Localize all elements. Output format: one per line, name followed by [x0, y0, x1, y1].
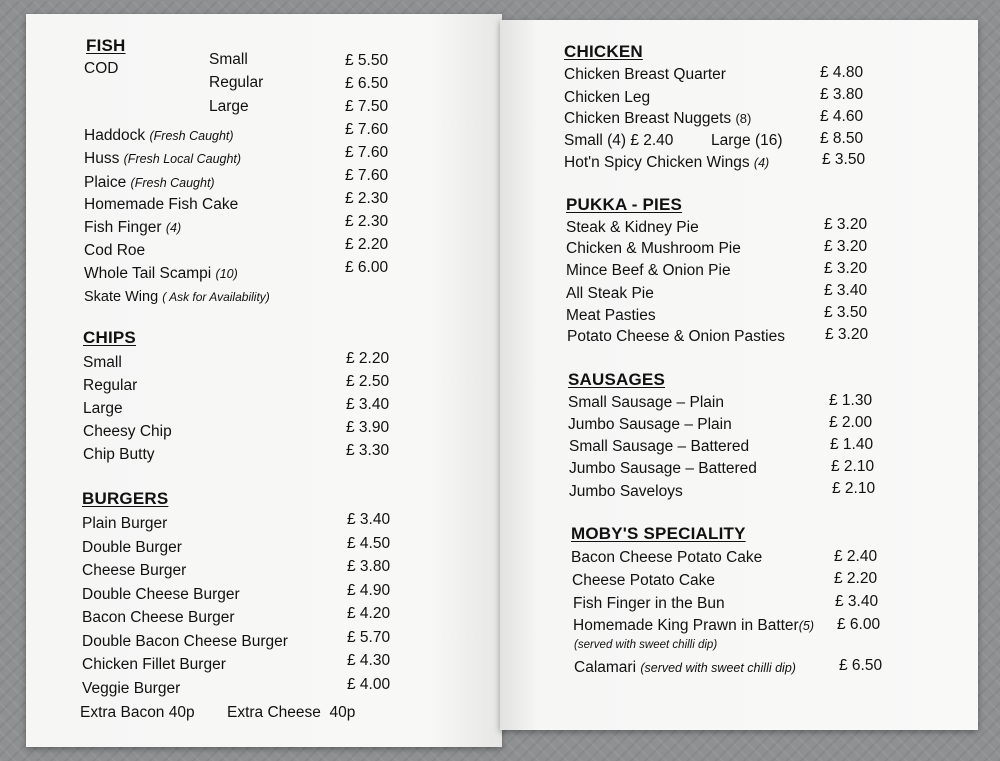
menu-item-chicken-fillet-burger: Chicken Fillet Burger — [82, 656, 226, 673]
price-mince-beef-onion-pie: £ 3.20 — [824, 260, 868, 277]
menu-item-cheese-potato-cake: Cheese Potato Cake — [572, 572, 716, 589]
cod-label: COD — [84, 60, 119, 77]
menu-item-veggie-burger: Veggie Burger — [82, 680, 181, 697]
price-bacon-cheese-potato-cake: £ 2.40 — [834, 548, 878, 565]
menu-item-jumbo-sausage-battered: Jumbo Sausage – Battered — [569, 460, 757, 477]
price-chips-regular: £ 2.50 — [346, 373, 390, 390]
price-plain-burger: £ 3.40 — [347, 511, 391, 528]
cod-size-regular: Regular — [209, 74, 264, 91]
section-heading-mobys-speciality: MOBY'S SPECIALITY — [571, 524, 746, 543]
menu-item-chicken-breast-quarter: Chicken Breast Quarter — [564, 66, 726, 83]
price-chips-small: £ 2.20 — [346, 350, 390, 367]
price-chicken-fillet-burger: £ 4.30 — [347, 652, 391, 669]
menu-item-chicken-breast-nuggets: Chicken Breast Nuggets (8) — [564, 110, 752, 127]
menu-item-plain-burger: Plain Burger — [82, 515, 168, 532]
section-heading-pukka-pies: PUKKA - PIES — [566, 195, 683, 214]
price-calamari: £ 6.50 — [839, 657, 883, 674]
price-huss: £ 7.60 — [345, 144, 389, 161]
price-cod-roe: £ 2.20 — [345, 236, 389, 253]
menu-item-haddock: Haddock (Fresh Caught) — [84, 127, 234, 144]
price-fish-finger-in-the-bun: £ 3.40 — [835, 593, 879, 610]
menu-item-bacon-cheese-burger: Bacon Cheese Burger — [82, 609, 235, 626]
extra-cheese: Extra Cheese 40p — [227, 704, 356, 721]
price-chips-large: £ 3.40 — [346, 396, 390, 413]
menu-item-chips-small: Small — [83, 354, 122, 371]
menu-page-left — [26, 14, 502, 747]
nuggets-small-option: Small (4) £ 2.40 — [564, 132, 674, 149]
menu-item-chip-butty: Chip Butty — [83, 446, 155, 463]
menu-item-small-sausage-plain: Small Sausage – Plain — [568, 394, 724, 411]
menu-item-double-burger: Double Burger — [82, 539, 182, 556]
price-haddock: £ 7.60 — [345, 121, 389, 138]
price-jumbo-sausage-battered: £ 2.10 — [831, 458, 875, 475]
menu-item-plaice: Plaice (Fresh Caught) — [84, 174, 215, 191]
price-potato-cheese-onion-pasties: £ 3.20 — [825, 326, 869, 343]
menu-item-huss: Huss (Fresh Local Caught) — [84, 150, 242, 167]
menu-item-calamari: Calamari (served with sweet chilli dip) — [574, 659, 796, 676]
price-double-bacon-cheese-burger: £ 5.70 — [347, 629, 391, 646]
price-jumbo-sausage-plain: £ 2.00 — [829, 414, 873, 431]
price-homemade-king-prawn: £ 6.00 — [837, 616, 881, 633]
cod-price-small: £ 5.50 — [345, 52, 389, 69]
cod-size-large: Large — [209, 98, 249, 115]
menu-item-bacon-cheese-potato-cake: Bacon Cheese Potato Cake — [571, 549, 763, 566]
menu-item-meat-pasties: Meat Pasties — [566, 307, 656, 324]
price-fish-finger: £ 2.30 — [345, 213, 389, 230]
price-chicken-breast-nuggets: £ 4.60 — [820, 108, 864, 125]
nuggets-large-option: Large (16) — [711, 132, 783, 149]
price-chip-butty: £ 3.30 — [346, 442, 390, 459]
menu-item-potato-cheese-onion-pasties: Potato Cheese & Onion Pasties — [567, 328, 785, 345]
menu-item-cheesy-chip: Cheesy Chip — [83, 423, 172, 440]
section-heading-burgers: BURGERS — [82, 489, 169, 508]
price-plaice: £ 7.60 — [345, 167, 389, 184]
menu-item-steak-kidney-pie: Steak & Kidney Pie — [566, 219, 699, 236]
extra-bacon: Extra Bacon 40p — [80, 704, 195, 721]
menu-item-jumbo-saveloys: Jumbo Saveloys — [569, 483, 683, 500]
menu-item-mince-beef-onion-pie: Mince Beef & Onion Pie — [566, 262, 731, 279]
price-double-cheese-burger: £ 4.90 — [347, 582, 391, 599]
price-homemade-fish-cake: £ 2.30 — [345, 190, 389, 207]
price-steak-kidney-pie: £ 3.20 — [824, 216, 868, 233]
price-cheesy-chip: £ 3.90 — [346, 419, 390, 436]
price-bacon-cheese-burger: £ 4.20 — [347, 605, 391, 622]
price-chicken-mushroom-pie: £ 3.20 — [824, 238, 868, 255]
price-cheese-burger: £ 3.80 — [347, 558, 391, 575]
menu-item-whole-tail-scampi: Whole Tail Scampi (10) — [84, 265, 238, 282]
price-whole-tail-scampi: £ 6.00 — [345, 259, 389, 276]
price-cheese-potato-cake: £ 2.20 — [834, 570, 878, 587]
price-small-sausage-battered: £ 1.40 — [830, 436, 874, 453]
section-heading-sausages: SAUSAGES — [568, 370, 666, 389]
cod-price-large: £ 7.50 — [345, 98, 389, 115]
menu-item-double-cheese-burger: Double Cheese Burger — [82, 586, 240, 603]
menu-item-chips-large: Large — [83, 400, 123, 417]
menu-item-homemade-king-prawn: Homemade King Prawn in Batter(5) — [573, 617, 814, 634]
section-heading-chips: CHIPS — [83, 328, 136, 347]
king-prawn-note: (served with sweet chilli dip) — [574, 639, 718, 651]
menu-item-chicken-leg: Chicken Leg — [564, 89, 651, 106]
cod-size-small: Small — [209, 51, 248, 68]
section-heading-chicken: CHICKEN — [564, 42, 643, 61]
price-all-steak-pie: £ 3.40 — [824, 282, 868, 299]
menu-item-small-sausage-battered: Small Sausage – Battered — [569, 438, 750, 455]
price-chicken-breast-quarter: £ 4.80 — [820, 64, 864, 81]
menu-item-homemade-fish-cake: Homemade Fish Cake — [84, 196, 239, 213]
menu-item-double-bacon-cheese-burger: Double Bacon Cheese Burger — [82, 633, 288, 650]
menu-item-cheese-burger: Cheese Burger — [82, 562, 187, 579]
price-hot-n-spicy-chicken-wings: £ 3.50 — [822, 151, 866, 168]
menu-item-jumbo-sausage-plain: Jumbo Sausage – Plain — [568, 416, 732, 433]
menu-item-skate-wing: Skate Wing ( Ask for Availability) — [84, 289, 270, 305]
menu-item-chicken-mushroom-pie: Chicken & Mushroom Pie — [566, 240, 741, 257]
menu-item-fish-finger: Fish Finger (4) — [84, 219, 182, 236]
menu-item-all-steak-pie: All Steak Pie — [566, 285, 654, 302]
price-chicken-leg: £ 3.80 — [820, 86, 864, 103]
menu-item-hot-n-spicy-chicken-wings: Hot'n Spicy Chicken Wings (4) — [564, 154, 770, 171]
menu-page-right — [500, 20, 978, 730]
cod-price-regular: £ 6.50 — [345, 75, 389, 92]
price-veggie-burger: £ 4.00 — [347, 676, 391, 693]
menu-item-cod-roe: Cod Roe — [84, 242, 146, 259]
price-nuggets-large: £ 8.50 — [820, 130, 864, 147]
price-double-burger: £ 4.50 — [347, 535, 391, 552]
menu-item-fish-finger-in-the-bun: Fish Finger in the Bun — [573, 595, 725, 612]
menu-item-chips-regular: Regular — [83, 377, 138, 394]
price-small-sausage-plain: £ 1.30 — [829, 392, 873, 409]
price-meat-pasties: £ 3.50 — [824, 304, 868, 321]
section-heading-fish: FISH — [86, 36, 126, 55]
price-jumbo-saveloys: £ 2.10 — [832, 480, 876, 497]
